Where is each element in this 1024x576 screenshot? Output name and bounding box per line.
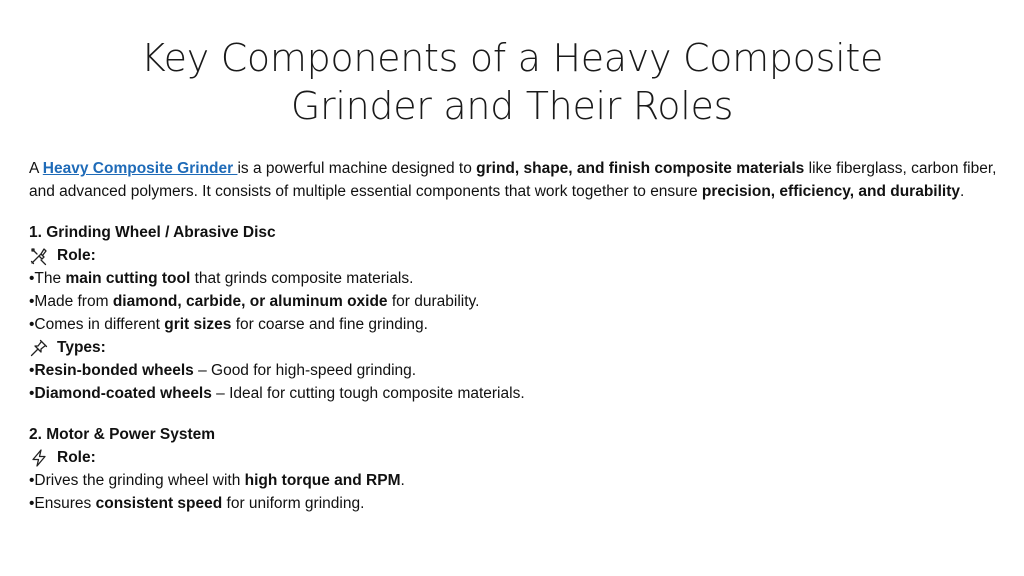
heavy-composite-grinder-link[interactable]: Heavy Composite Grinder bbox=[42, 160, 238, 177]
intro-paragraph bbox=[29, 157, 999, 203]
types-subheading: Types: bbox=[29, 336, 999, 359]
tools-icon bbox=[29, 246, 49, 266]
type-item: •Resin-bonded wheels – Good for high-speed grinding. bbox=[29, 362, 417, 379]
slide-title bbox=[0, 34, 1024, 130]
lightning-icon bbox=[29, 448, 49, 468]
section-heading: 2. Motor & Power System bbox=[29, 426, 216, 443]
section-heading: 1. Grinding Wheel / Abrasive Disc bbox=[29, 224, 276, 241]
intro-text-1: is a powerful machine designed to bbox=[237, 160, 477, 177]
bullet-item: •Drives the grinding wheel with high torque and RPM. bbox=[29, 472, 405, 489]
intro-bold-2: precision, efficiency, and durability bbox=[701, 183, 961, 200]
role-subheading: Role: bbox=[29, 244, 999, 267]
intro-prefix: A bbox=[29, 160, 43, 177]
intro-text-3: . bbox=[960, 183, 965, 200]
slide-content bbox=[29, 157, 999, 533]
bullet-item: •Made from diamond, carbide, or aluminum oxide for durability. bbox=[29, 293, 480, 310]
section-motor-power bbox=[29, 423, 999, 515]
role-subheading: Role: bbox=[29, 446, 999, 469]
pushpin-icon bbox=[29, 338, 49, 358]
title-line-2: Grinder and Their Roles bbox=[290, 84, 734, 128]
intro-text-2: like fiberglass, carbon fiber, and advanced polymers. It consists of multiple essential components that work together to ensure bbox=[29, 160, 997, 200]
section-grinding-wheel bbox=[29, 221, 999, 405]
bullet-item: •Ensures consistent speed for uniform grinding. bbox=[29, 495, 365, 512]
title-line-1: Key Components of a Heavy Composite bbox=[140, 36, 884, 80]
intro-bold-1: grind, shape, and finish composite materials bbox=[476, 160, 805, 177]
bullet-item: •Comes in different grit sizes for coarse and fine grinding. bbox=[29, 316, 428, 333]
type-item: •Diamond-coated wheels – Ideal for cutting tough composite materials. bbox=[29, 385, 525, 402]
bullet-item: •The main cutting tool that grinds composite materials. bbox=[29, 270, 414, 287]
